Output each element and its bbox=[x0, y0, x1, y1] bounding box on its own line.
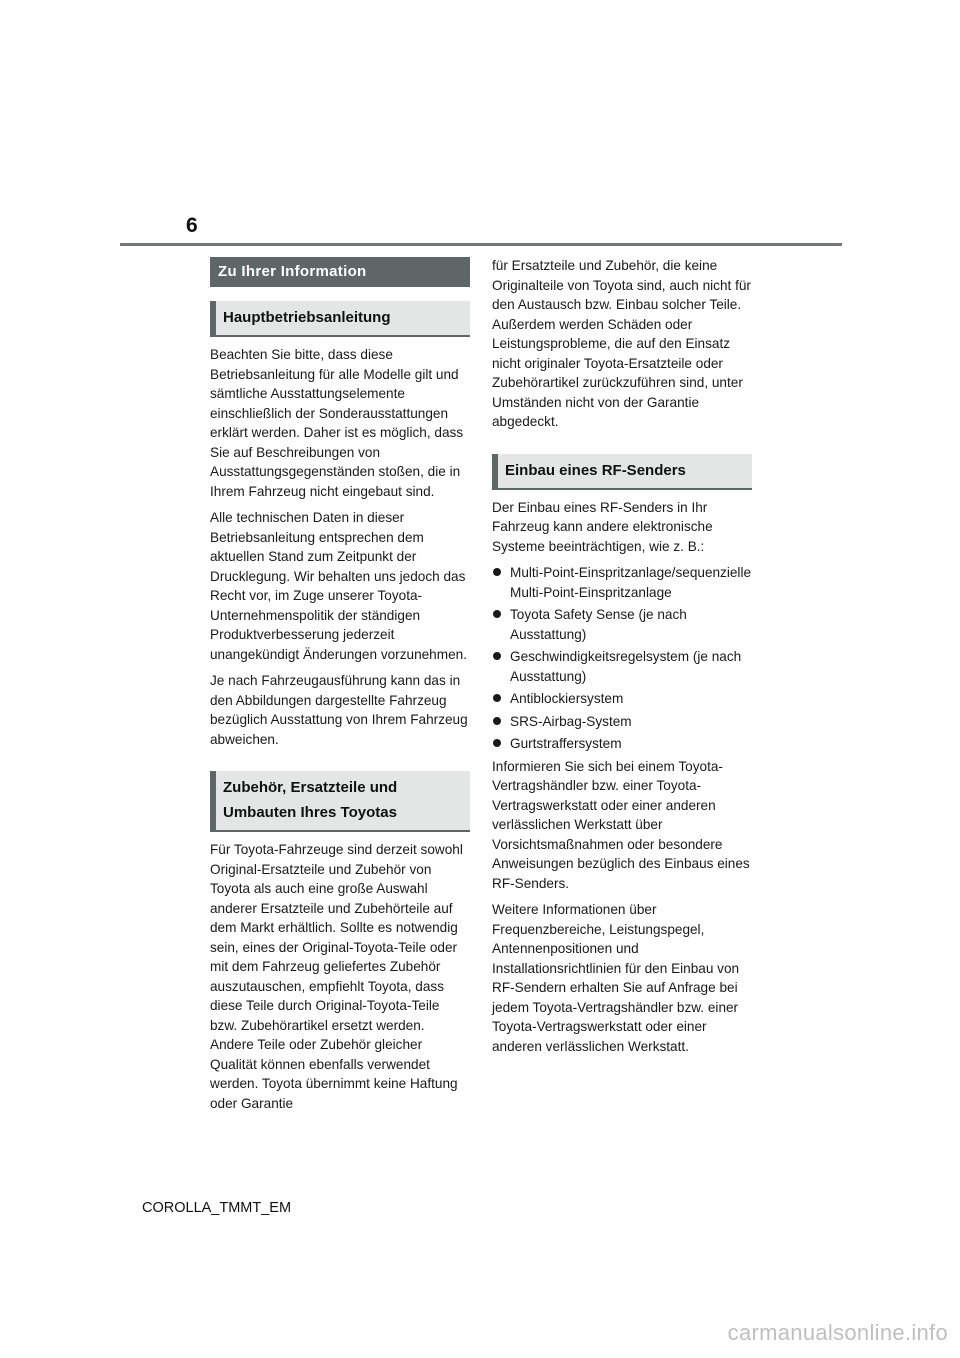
heading-zubehoer: Zubehör, Ersatzteile und Umbauten Ihres Toyotas bbox=[210, 771, 470, 832]
bullet-icon bbox=[493, 610, 501, 618]
paragraph: Alle technischen Daten in dieser Betriebsanleitung entsprechen dem aktuellen Stand zum Zeitpunkt der Drucklegung. Wir behalten uns jedoch das Recht vor, im Zuge unserer Toyota-Unternehmenspolitik der ständigen Produktverbesserung jederzeit unangekündigt Änderungen vorzunehmen. bbox=[210, 510, 467, 662]
affected-systems-list bbox=[492, 563, 752, 754]
page-number: 6 bbox=[186, 214, 198, 237]
header-rule bbox=[120, 243, 842, 246]
paragraph: Der Einbau eines RF-Senders in Ihr Fahrzeug kann andere elektronische Systeme beeinträchtigen, wie z. B.: bbox=[492, 499, 713, 554]
bullet-icon bbox=[493, 694, 501, 702]
paragraph: Für Toyota-Fahrzeuge sind derzeit sowohl Original-Ersatzteile und Zubehör von Toyota als auch eine große Auswahl anderer Ersatzteile und Zubehörteile auf dem Markt erhältlich. Sollte es notwendig sein, eines der Original-Toyota-Teile oder mit dem Fahrzeug geliefertes Zubehör auszutauschen, empfiehlt Toyota, dass diese Teile durch Original-Toyota-Teile bzw. Zubehörartikel ersetzt werden. Andere Teile oder Zubehör gleicher Qualität können ebenfalls verwendet werden. Toyota übernimmt keine Haftung oder Garantie bbox=[210, 842, 463, 1111]
paragraph: Je nach Fahrzeugausführung kann das in den Abbildungen dargestellte Fahrzeug bezüglich Ausstattung von Ihrem Fahrzeug abweichen. bbox=[210, 673, 468, 747]
list-item: Antiblockiersystem bbox=[492, 689, 752, 709]
list-item: Gurtstraffersystem bbox=[492, 734, 752, 754]
section-title: Zu Ihrer Information bbox=[210, 257, 470, 287]
paragraph: für Ersatzteile und Zubehör, die keine Originalteile von Toyota sind, auch nicht für den Austausch bzw. Einbau solcher Teile. Außerdem werden Schäden oder Leistungsprobleme, die auf den Einsatz nicht originaler Toyota-Ersatzteile oder Zubehörartikel zurückzuführen sind, unter Umständen nicht von der Garantie abgedeckt. bbox=[492, 258, 751, 429]
list-item: SRS-Airbag-System bbox=[492, 712, 752, 732]
paragraph: Informieren Sie sich bei einem Toyota-Vertragshändler bzw. einer Toyota-Vertragswerkstatt oder einer anderen verlässlichen Werkstatt über Vorsichtsmaßnahmen oder besondere Anweisungen bezüglich des Einbaus eines RF-Senders. bbox=[492, 758, 750, 891]
bullet-icon bbox=[493, 568, 501, 576]
heading-rf-sender: Einbau eines RF-Senders bbox=[492, 454, 752, 490]
footer-code: COROLLA_TMMT_EM bbox=[142, 1200, 292, 1216]
bullet-icon bbox=[493, 717, 501, 725]
list-item: Geschwindigkeitsregelsystem (je nach Ausstattung) bbox=[492, 647, 752, 686]
bullet-icon bbox=[493, 652, 501, 660]
paragraph: Weitere Informationen über Frequenzbereiche, Leistungspegel, Antennenpositionen und Installationsrichtlinien für den Einbau von RF-Sendern erhalten Sie auf Anfrage bei jedem Toyota-Vertragshändler bzw. einer Toyota-Vertragswerkstatt oder einer anderen verlässlichen Werkstatt. bbox=[492, 902, 740, 1054]
heading-hauptbetriebsanleitung: Hauptbetriebsanleitung bbox=[210, 301, 470, 337]
right-column bbox=[492, 256, 752, 1063]
left-column bbox=[210, 257, 470, 1120]
list-item: Toyota Safety Sense (je nach Ausstattung) bbox=[492, 605, 752, 644]
list-item: Multi-Point-Einspritzanlage/sequenzielle Multi-Point-Einspritzanlage bbox=[492, 563, 752, 602]
bullet-icon bbox=[493, 739, 501, 747]
watermark-text: carmanualsonline.info bbox=[727, 1320, 948, 1345]
paragraph: Beachten Sie bitte, dass diese Betriebsanleitung für alle Modelle gilt und sämtliche Ausstattungselemente einschließlich der Sonderausstattungen erklärt werden. Daher ist es möglich, dass Sie auf Beschreibungen von Ausstattungsgegenständen stoßen, die in Ihrem Fahrzeug nicht eingebaut sind. bbox=[210, 347, 464, 499]
